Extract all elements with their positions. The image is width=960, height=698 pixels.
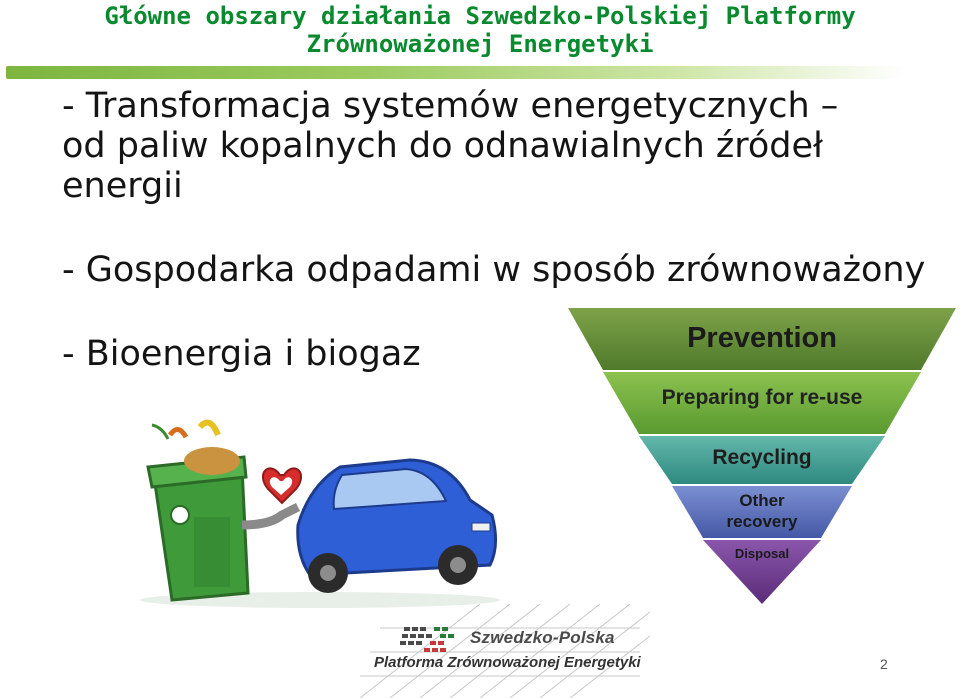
tier-prevention-label: Prevention (687, 322, 837, 354)
car-icon (298, 460, 496, 593)
illustration-graphic (120, 405, 510, 620)
page-number: 2 (880, 656, 888, 672)
bullet-line: energii (62, 166, 183, 206)
tier-recycling-label: Recycling (712, 446, 812, 469)
bullet-energy-transformation (62, 86, 942, 206)
bullet-line: od paliw kopalnych do odnawialnych źródeł (62, 126, 823, 166)
tier-disposal-label: Disposal (734, 546, 790, 561)
tier-other-recovery-label: Other recovery (726, 491, 798, 531)
bullet-line: - Bioenergia i biogaz (62, 334, 421, 374)
waste-bin-icon (148, 423, 248, 601)
footer-platform-name: Szwedzko-Polska (470, 628, 615, 647)
heart-icon (263, 468, 301, 503)
bullet-line: - Gospodarka odpadami w sposób zrównoważony (62, 250, 926, 290)
waste-to-fuel-illustration (120, 405, 510, 620)
slide-title-line-1: Główne obszary działania Szwedzko-Polskiej Platformy (104, 2, 856, 30)
footer-platform-subtitle: Platforma Zrównoważonej Energetyki (374, 654, 641, 671)
slide-title-line-2: Zrównoważonej Energetyki (306, 30, 654, 58)
bullet-line: - Transformacja systemów energetycznych – (62, 86, 839, 126)
title-underline-bar (6, 66, 906, 79)
tier-reuse-label: Preparing for re-use (661, 386, 863, 409)
waste-hierarchy-pyramid (566, 306, 958, 608)
slide-title (0, 0, 960, 58)
bullet-waste-management (62, 250, 942, 290)
